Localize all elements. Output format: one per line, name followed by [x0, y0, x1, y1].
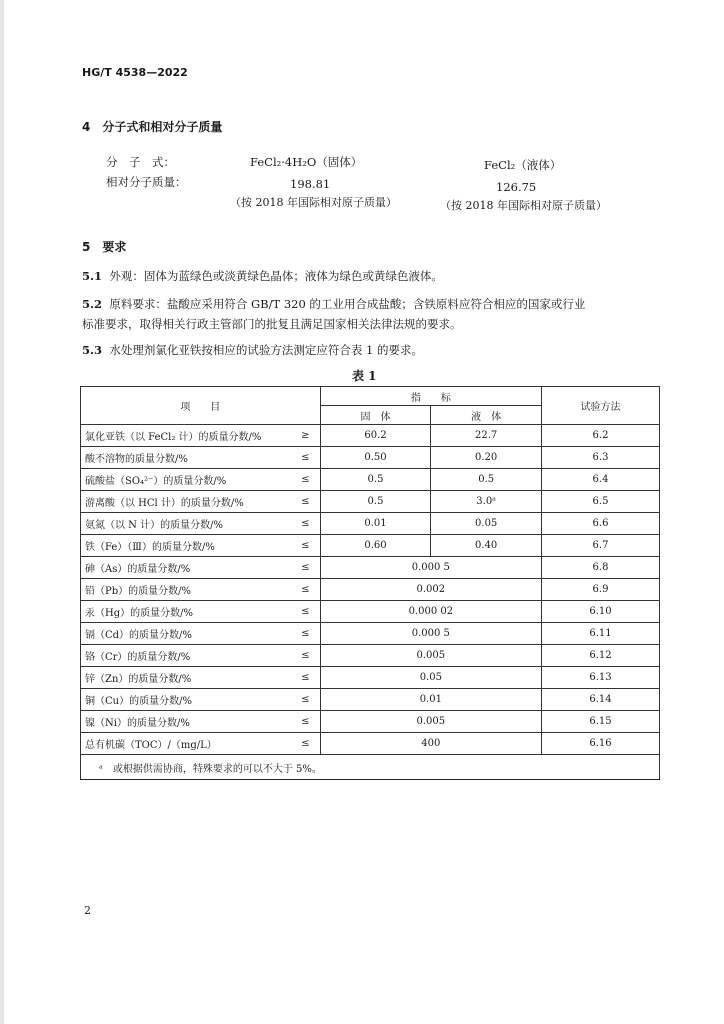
section-4-title: 4 分子式和相对分子质量 [82, 120, 223, 134]
mass-label: 相对分子质量： [106, 175, 187, 189]
table-footnote: ᵃ 或根据供需协商，特殊要求的可以不大于 5%。 [81, 755, 660, 780]
clause-5-1-text: 外观：固体为蓝绿色或淡黄绿色晶体；液体为绿色或黄绿色液体。 [109, 269, 443, 283]
row-symbol: ≤ [291, 645, 320, 667]
row-item: 镍（Ni）的质量分数/% [81, 711, 291, 733]
row-symbol: ≤ [291, 535, 320, 557]
row-item: 铁（Fe）（Ⅲ）的质量分数/% [81, 535, 291, 557]
row-symbol: ≤ [291, 447, 320, 469]
row-method: 6.7 [542, 535, 660, 557]
row-liquid-value: 22.7 [431, 425, 542, 447]
column-header-method: 试验方法 [542, 387, 660, 425]
table-row [81, 601, 660, 623]
row-value: 0.002 [320, 579, 541, 601]
row-item: 锌（Zn）的质量分数/% [81, 667, 291, 689]
table-row [81, 447, 660, 469]
row-solid-value: 0.5 [320, 491, 431, 513]
row-value: 0.01 [320, 689, 541, 711]
row-value: 0.005 [320, 711, 541, 733]
solid-formula: FeCl₂·4H₂O（固体） [250, 155, 363, 169]
section-5-title: 5 要求 [82, 240, 127, 254]
row-item: 总有机碳（TOC）/（mg/L） [81, 733, 291, 755]
row-symbol: ≤ [291, 601, 320, 623]
row-solid-value: 60.2 [320, 425, 431, 447]
requirements-table [80, 386, 660, 780]
standard-code-header: HG/T 4538—2022 [82, 66, 188, 79]
row-liquid-value: 0.5 [431, 469, 542, 491]
row-symbol: ≤ [291, 579, 320, 601]
liquid-mass-note: （按 2018 年国际相对原子质量） [440, 199, 607, 212]
table-row [81, 535, 660, 557]
table-row [81, 645, 660, 667]
column-header-item: 项 目 [81, 387, 321, 425]
row-symbol: ≤ [291, 711, 320, 733]
row-method: 6.4 [542, 469, 660, 491]
row-value: 0.005 [320, 645, 541, 667]
row-item: 酸不溶物的质量分数/% [81, 447, 291, 469]
column-header-index: 指 标 [320, 387, 541, 406]
row-item: 铅（Pb）的质量分数/% [81, 579, 291, 601]
row-value: 0.000 5 [320, 557, 541, 579]
clause-5-3 [82, 340, 423, 360]
clause-5-2-number: 5.2 [82, 297, 103, 311]
row-item: 汞（Hg）的质量分数/% [81, 601, 291, 623]
solid-mass: 198.81 [290, 177, 331, 191]
clause-5-1-number: 5.1 [82, 269, 103, 283]
row-symbol: ≤ [291, 491, 320, 513]
table-row [81, 667, 660, 689]
table-row [81, 557, 660, 579]
row-method: 6.5 [542, 491, 660, 513]
row-symbol: ≤ [291, 733, 320, 755]
row-item: 镉（Cd）的质量分数/% [81, 623, 291, 645]
row-solid-value: 0.60 [320, 535, 431, 557]
row-symbol: ≤ [291, 689, 320, 711]
table-row [81, 425, 660, 447]
table-row [81, 491, 660, 513]
table-row [81, 579, 660, 601]
row-method: 6.9 [542, 579, 660, 601]
row-method: 6.6 [542, 513, 660, 535]
row-solid-value: 0.5 [320, 469, 431, 491]
row-solid-value: 0.01 [320, 513, 431, 535]
table-row [81, 711, 660, 733]
row-method: 6.10 [542, 601, 660, 623]
row-liquid-value: 3.0ᵃ [431, 491, 542, 513]
row-liquid-value: 0.05 [431, 513, 542, 535]
table-footnote-row [81, 755, 660, 780]
table-row [81, 623, 660, 645]
row-item: 铬（Cr）的质量分数/% [81, 645, 291, 667]
solid-mass-note: （按 2018 年国际相对原子质量） [230, 196, 397, 209]
row-item: 硫酸盐（SO₄²⁻）的质量分数/% [81, 469, 291, 491]
liquid-formula: FeCl₂（液体） [484, 158, 562, 172]
row-item: 氨氮（以 N 计）的质量分数/% [81, 513, 291, 535]
row-liquid-value: 0.20 [431, 447, 542, 469]
clause-5-2-line-2: 标准要求，取得相关行政主管部门的批复且满足国家相关法律法规的要求。 [82, 317, 462, 331]
row-method: 6.8 [542, 557, 660, 579]
row-symbol: ≥ [291, 425, 320, 447]
row-item: 砷（As）的质量分数/% [81, 557, 291, 579]
row-value: 0.05 [320, 667, 541, 689]
row-method: 6.16 [542, 733, 660, 755]
row-symbol: ≤ [291, 623, 320, 645]
row-method: 6.15 [542, 711, 660, 733]
clause-5-3-number: 5.3 [82, 343, 103, 357]
table-row [81, 733, 660, 755]
row-method: 6.12 [542, 645, 660, 667]
column-header-solid: 固 体 [320, 406, 431, 425]
row-method: 6.13 [542, 667, 660, 689]
row-symbol: ≤ [291, 513, 320, 535]
table-row [81, 689, 660, 711]
formula-label: 分 子 式： [106, 155, 175, 169]
row-method: 6.14 [542, 689, 660, 711]
clause-5-2 [82, 294, 585, 314]
clause-5-2-line-1: 原料要求：盐酸应采用符合 GB/T 320 的工业用合成盐酸；含铁原料应符合相应的国家或行业 [109, 297, 586, 311]
scan-edge [0, 0, 4, 1024]
row-method: 6.3 [542, 447, 660, 469]
column-header-liquid: 液 体 [431, 406, 542, 425]
row-liquid-value: 0.40 [431, 535, 542, 557]
row-value: 400 [320, 733, 541, 755]
row-method: 6.2 [542, 425, 660, 447]
table-row [81, 513, 660, 535]
row-symbol: ≤ [291, 557, 320, 579]
table-row [81, 469, 660, 491]
liquid-mass: 126.75 [496, 180, 537, 194]
clause-5-1 [82, 266, 443, 286]
table-title: 表 1 [352, 369, 377, 383]
clause-5-3-text: 水处理剂氯化亚铁按相应的试验方法测定应符合表 1 的要求。 [109, 343, 423, 357]
row-symbol: ≤ [291, 469, 320, 491]
row-value: 0.000 02 [320, 601, 541, 623]
row-value: 0.000 5 [320, 623, 541, 645]
row-item: 游离酸（以 HCl 计）的质量分数/% [81, 491, 291, 513]
row-method: 6.11 [542, 623, 660, 645]
row-item: 氯化亚铁（以 FeCl₂ 计）的质量分数/% [81, 425, 291, 447]
row-item: 铜（Cu）的质量分数/% [81, 689, 291, 711]
row-solid-value: 0.50 [320, 447, 431, 469]
row-symbol: ≤ [291, 667, 320, 689]
page-number: 2 [84, 904, 91, 917]
